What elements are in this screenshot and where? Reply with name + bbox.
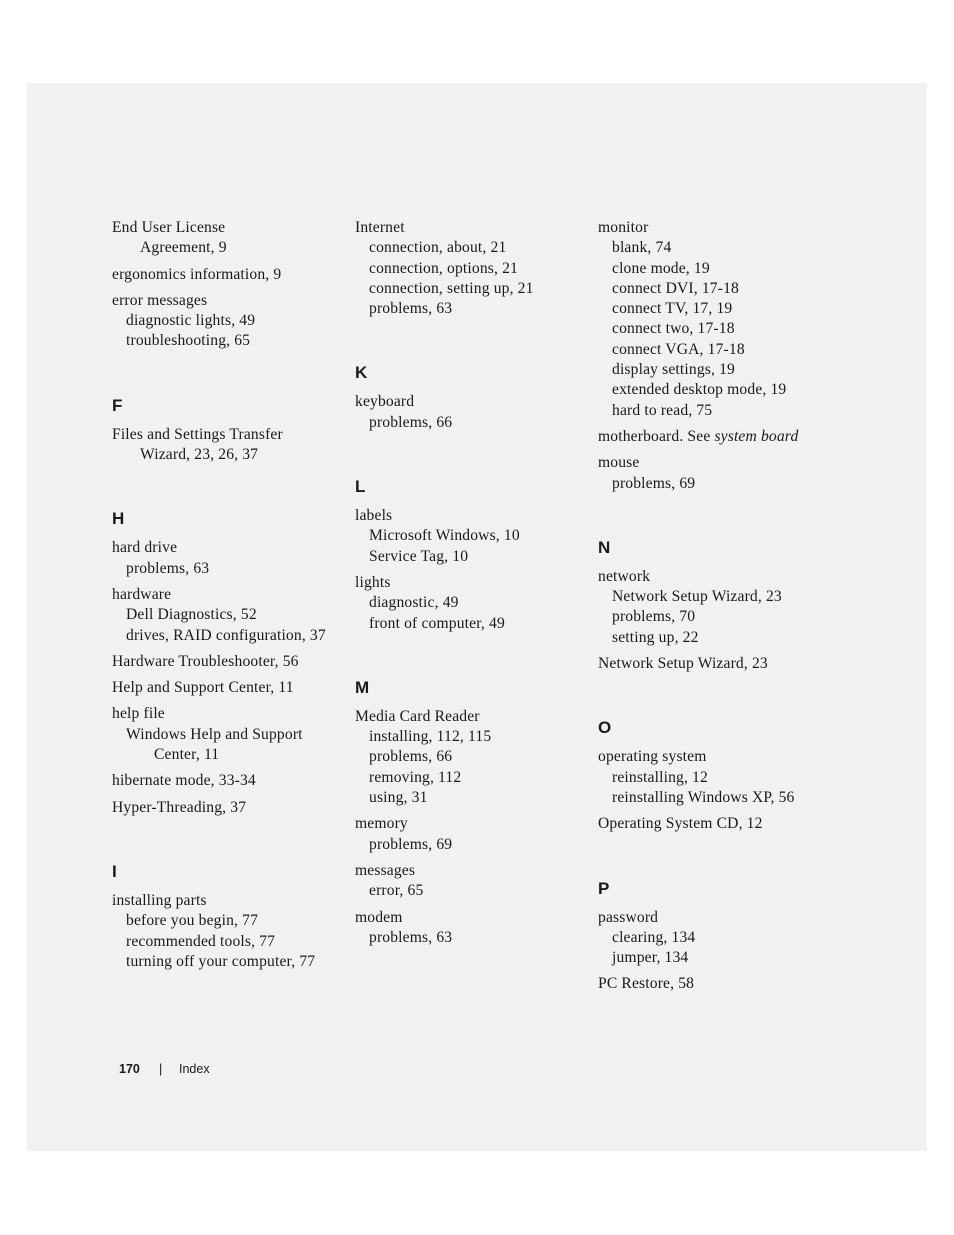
index-term: Files and Settings Transfer bbox=[112, 425, 283, 443]
index-entry bbox=[112, 425, 347, 466]
index-subentry: error, 65 bbox=[369, 882, 424, 900]
index-term: Network Setup Wizard, 23 bbox=[598, 655, 768, 673]
index-term: End User License bbox=[112, 219, 226, 236]
index-term: labels bbox=[355, 507, 393, 525]
index-subentry: turning off your computer, 77 bbox=[126, 952, 316, 970]
index-entry bbox=[355, 573, 590, 634]
index-subentry: problems, 66 bbox=[369, 413, 453, 431]
index-column-2 bbox=[355, 218, 590, 954]
index-entry bbox=[598, 218, 818, 421]
section-name: Index bbox=[179, 1062, 210, 1076]
index-subentry: connection, options, 21 bbox=[369, 259, 518, 277]
index-subentry: troubleshooting, 65 bbox=[126, 332, 251, 350]
index-term: Internet bbox=[355, 219, 405, 236]
index-subentry: Microsoft Windows, 10 bbox=[369, 527, 520, 545]
footer-separator: | bbox=[159, 1062, 163, 1076]
index-term: hardware bbox=[112, 585, 172, 603]
index-subentry: display settings, 19 bbox=[612, 361, 735, 379]
index-subentry: using, 31 bbox=[369, 789, 428, 807]
index-subentry: hard to read, 75 bbox=[612, 401, 713, 419]
index-subentry: Dell Diagnostics, 52 bbox=[126, 606, 257, 624]
index-term: operating system bbox=[598, 748, 707, 766]
index-section-letter: F bbox=[112, 395, 123, 415]
index-term: password bbox=[598, 908, 659, 926]
index-term: lights bbox=[355, 573, 391, 591]
index-entry bbox=[355, 908, 590, 949]
index-subentry: problems, 69 bbox=[612, 474, 696, 492]
index-entry bbox=[112, 291, 347, 352]
index-subentry: removing, 112 bbox=[369, 768, 462, 786]
index-entry bbox=[355, 218, 590, 319]
index-entry bbox=[598, 567, 818, 648]
index-subentry: diagnostic, 49 bbox=[369, 594, 459, 612]
index-term: Media Card Reader bbox=[355, 707, 480, 725]
index-entry bbox=[598, 908, 818, 969]
index-section-letter: I bbox=[112, 861, 117, 881]
index-section-letter: P bbox=[598, 878, 610, 898]
index-entry bbox=[355, 392, 590, 433]
index-subentry: recommended tools, 77 bbox=[126, 932, 276, 950]
index-subentry: front of computer, 49 bbox=[369, 614, 505, 632]
index-section-letter: K bbox=[355, 363, 368, 383]
index-entry bbox=[598, 654, 818, 674]
index-term: PC Restore, 58 bbox=[598, 975, 695, 993]
index-entry bbox=[598, 747, 818, 808]
index-subentry: connection, about, 21 bbox=[369, 239, 507, 257]
index-entry bbox=[355, 707, 590, 808]
index-entry bbox=[355, 814, 590, 855]
index-entry bbox=[112, 798, 347, 818]
index-subentry: before you begin, 77 bbox=[126, 912, 259, 930]
index-term: network bbox=[598, 567, 651, 585]
index-subentry: problems, 70 bbox=[612, 608, 696, 626]
index-column-1 bbox=[112, 218, 347, 978]
index-term-continuation: Wizard, 23, 26, 37 bbox=[140, 446, 259, 464]
index-subentry-continuation: Center, 11 bbox=[154, 746, 220, 764]
index-entry bbox=[112, 891, 347, 972]
index-subentry: reinstalling Windows XP, 56 bbox=[612, 788, 795, 806]
index-subentry: connect DVI, 17-18 bbox=[612, 279, 739, 297]
index-term: hibernate mode, 33-34 bbox=[112, 772, 256, 790]
index-entry bbox=[598, 427, 818, 447]
index-term: modem bbox=[355, 908, 403, 926]
index-section-letter: L bbox=[355, 477, 366, 497]
index-term: messages bbox=[355, 861, 416, 879]
index-subentry: Network Setup Wizard, 23 bbox=[612, 588, 782, 606]
index-section-letter: M bbox=[355, 677, 370, 697]
index-term: ergonomics information, 9 bbox=[112, 265, 282, 283]
index-entry bbox=[112, 704, 347, 765]
index-term: help file bbox=[112, 705, 165, 723]
index-term: Hardware Troubleshooter, 56 bbox=[112, 652, 299, 670]
index-term: error messages bbox=[112, 291, 208, 309]
index-section-letter: O bbox=[598, 718, 612, 738]
index-subentry: problems, 66 bbox=[369, 748, 453, 766]
index-term bbox=[598, 427, 818, 447]
index-term: installing parts bbox=[112, 891, 207, 909]
index-subentry: drives, RAID configuration, 37 bbox=[126, 626, 326, 644]
index-term: mouse bbox=[598, 454, 640, 472]
index-subentry: problems, 69 bbox=[369, 835, 453, 853]
index-entry bbox=[112, 585, 347, 646]
index-subentry: connect TV, 17, 19 bbox=[612, 300, 733, 318]
index-section-letter: H bbox=[112, 509, 125, 529]
index-term: monitor bbox=[598, 219, 649, 236]
index-column-3 bbox=[598, 218, 818, 1001]
index-entry bbox=[112, 652, 347, 672]
index-term: memory bbox=[355, 815, 408, 833]
index-entry bbox=[112, 218, 347, 259]
index-term: hard drive bbox=[112, 539, 178, 557]
index-subentry: blank, 74 bbox=[612, 239, 672, 257]
index-entry bbox=[112, 538, 347, 579]
index-subentry: connect two, 17-18 bbox=[612, 320, 735, 338]
index-subentry: Service Tag, 10 bbox=[369, 547, 469, 565]
index-subentry: problems, 63 bbox=[369, 928, 453, 946]
index-subentry: jumper, 134 bbox=[612, 949, 689, 967]
index-subentry: clearing, 134 bbox=[612, 928, 696, 946]
see-reference: system board bbox=[714, 427, 799, 445]
page-number: 170 bbox=[119, 1062, 140, 1076]
index-entry bbox=[112, 678, 347, 698]
index-subentry: problems, 63 bbox=[126, 559, 210, 577]
index-entry bbox=[598, 453, 818, 494]
index-term: keyboard bbox=[355, 393, 415, 411]
index-subentry: Windows Help and Support bbox=[126, 725, 303, 743]
index-subentry: clone mode, 19 bbox=[612, 259, 710, 277]
index-term: Hyper-Threading, 37 bbox=[112, 798, 247, 816]
index-subentry: installing, 112, 115 bbox=[369, 728, 492, 746]
index-subentry: connection, setting up, 21 bbox=[369, 279, 534, 297]
index-subentry: reinstalling, 12 bbox=[612, 768, 708, 786]
index-subentry: connect VGA, 17-18 bbox=[612, 340, 745, 358]
index-term: Help and Support Center, 11 bbox=[112, 679, 294, 697]
index-entry bbox=[355, 861, 590, 902]
index-subentry: diagnostic lights, 49 bbox=[126, 312, 256, 330]
index-entry bbox=[355, 506, 590, 567]
index-term-text: motherboard. See bbox=[598, 427, 715, 445]
index-entry bbox=[112, 771, 347, 791]
index-entry bbox=[598, 974, 818, 994]
index-term: Operating System CD, 12 bbox=[598, 815, 763, 833]
index-section-letter: N bbox=[598, 537, 611, 557]
index-subentry: extended desktop mode, 19 bbox=[612, 381, 787, 399]
index-entry bbox=[598, 814, 818, 834]
index-entry bbox=[112, 265, 347, 285]
index-subentry: problems, 63 bbox=[369, 300, 453, 318]
index-subentry: setting up, 22 bbox=[612, 628, 699, 646]
index-term-continuation: Agreement, 9 bbox=[140, 239, 227, 257]
